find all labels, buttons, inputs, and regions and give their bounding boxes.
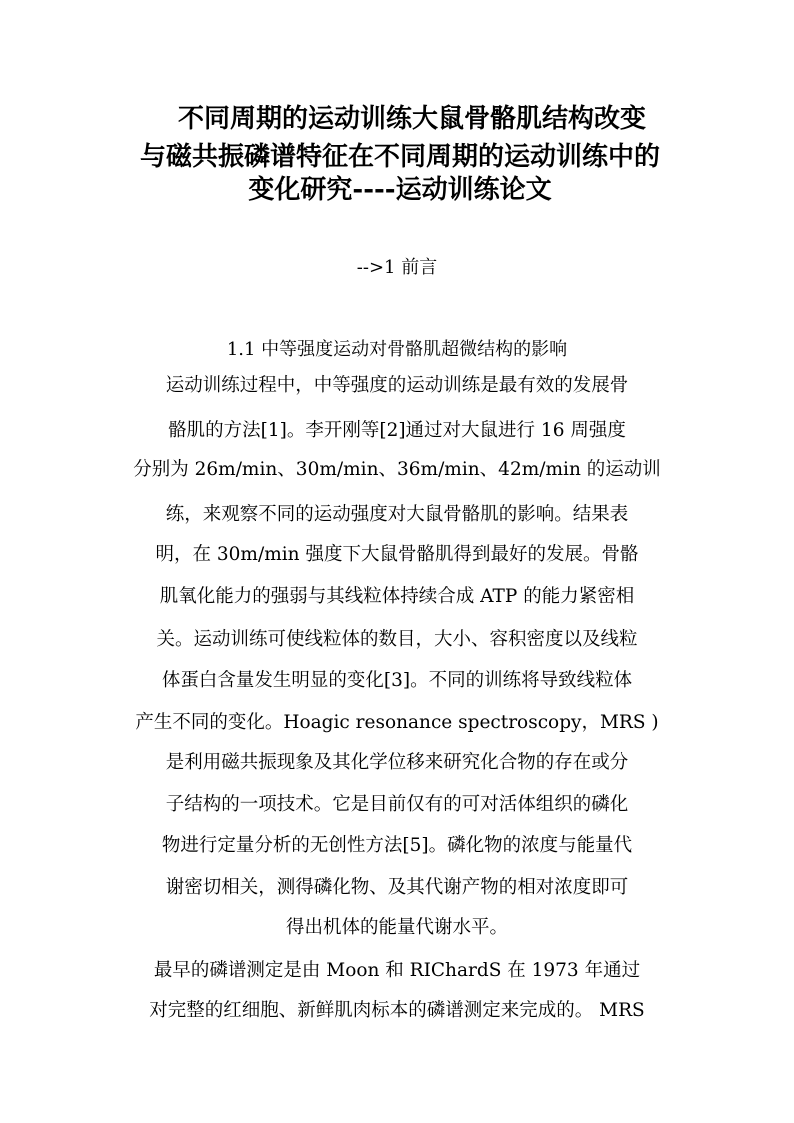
- body-line: 运动训练过程中，中等强度的运动训练是最有效的发展骨: [165, 375, 629, 396]
- body-line: 骼肌的方法[1]。李开刚等[2]通过对大鼠进行 16 周强度: [168, 420, 626, 441]
- body-line: 肌氧化能力的强弱与其线粒体持续合成 ATP 的能力紧密相: [159, 586, 635, 607]
- body-line: 对完整的红细胞、新鲜肌肉标本的磷谱测定来完成的。 MRS: [149, 1000, 645, 1021]
- document-title-line-1: 不同周期的运动训练大鼠骨骼肌结构改变: [178, 104, 647, 134]
- body-line: 明，在 30m/min 强度下大鼠骨骼肌得到最好的发展。骨骼: [155, 544, 639, 565]
- body-line: 物进行定量分析的无创性方法[5]。磷化物的浓度与能量代: [161, 835, 633, 856]
- body-line: 子结构的一项技术。它是目前仅有的可对活体组织的磷化: [165, 794, 629, 815]
- subheading-preface: -->1 前言: [356, 257, 438, 278]
- document-title-line-2: 与磁共振磷谱特征在不同周期的运动训练中的: [139, 142, 660, 172]
- body-line: 谢密切相关，测得磷化物、及其代谢产物的相对浓度即可: [165, 877, 629, 898]
- body-line: 产生不同的变化。Hoagic resonance spectroscopy，MRS ): [135, 712, 659, 733]
- body-line: 是利用磁共振现象及其化学位移来研究化合物的存在或分: [165, 752, 629, 773]
- body-line: 分别为 26m/min、30m/min、36m/min、42m/min 的运动训: [133, 459, 661, 480]
- body-line: 关。运动训练可使线粒体的数目，大小、容积密度以及线粒: [156, 629, 638, 650]
- body-line: 得出机体的能量代谢水平。: [285, 917, 508, 938]
- document-title-line-3: 变化研究----运动训练论文: [248, 175, 552, 205]
- body-line: 最早的磷谱测定是由 Moon 和 RIChardS 在 1973 年通过: [153, 960, 641, 981]
- section-heading: 1.1 中等强度运动对骨骼肌超微结构的影响: [226, 339, 568, 360]
- body-line: 练，来观察不同的运动强度对大鼠骨骼肌的影响。结果表: [165, 504, 629, 525]
- body-line: 体蛋白含量发生明显的变化[3]。不同的训练将导致线粒体: [161, 670, 633, 691]
